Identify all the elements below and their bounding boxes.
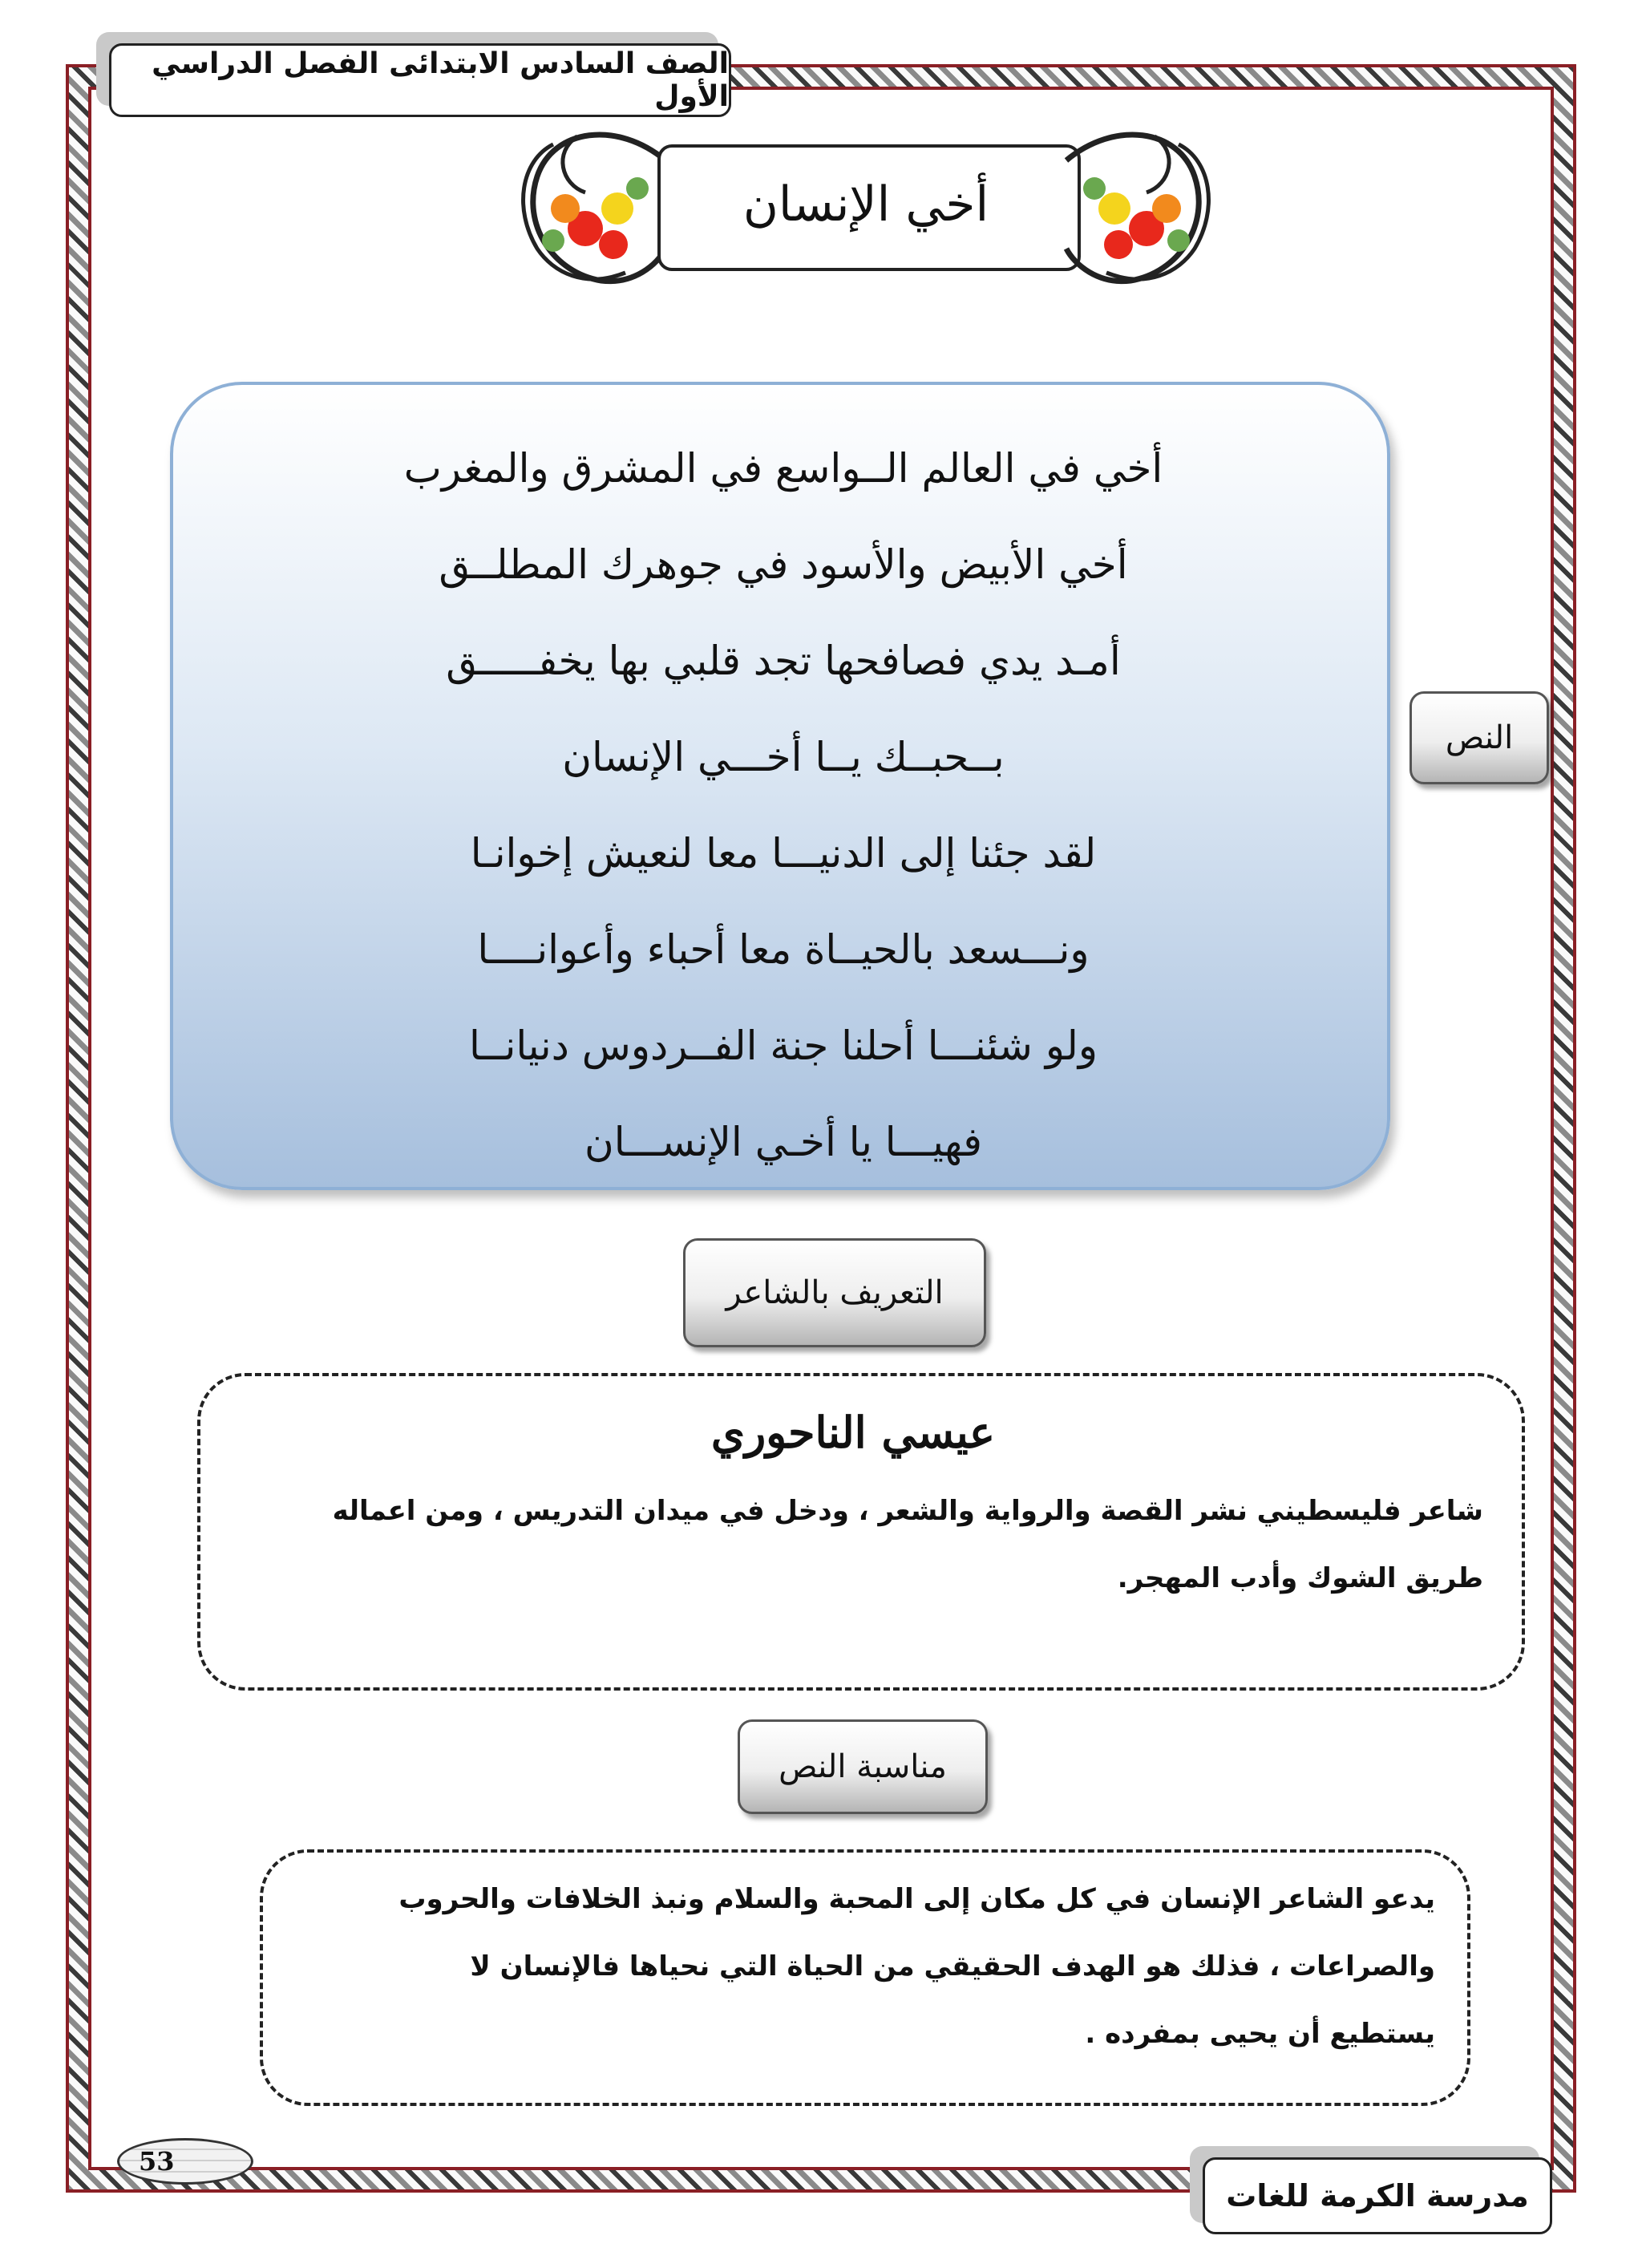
poem-line: ونـــسعد بالحيــاة معا أحباء وأعوانــــا xyxy=(477,926,1090,973)
poem-box xyxy=(170,382,1390,1190)
page-number-badge xyxy=(117,2138,253,2185)
occasion-text: يدعو الشاعر الإنسان في كل مكان إلى المحبة والسلام ونبذ الخلافات والحروب والصراعات ، فذلك هو الهدف الحقيقي من الحياة التي نحياها فالإنسان لا يستطيع أن يحيى بمفرده . xyxy=(398,1883,1435,2050)
poem-line: بــحبــك يــا أخـــي الإنسان xyxy=(562,734,1005,780)
poem-line: أمـد يدي فصافحها تجد قلبي بها يخفـــــق xyxy=(446,638,1121,684)
section-label-poet-caption: التعريف بالشاعر xyxy=(726,1274,944,1311)
section-label-occasion xyxy=(738,1719,988,1814)
footer-school-label xyxy=(1203,2157,1552,2234)
floral-ornament-icon xyxy=(505,112,681,297)
header-grade-text: الصف السادس الابتدائى الفصل الدراسي الأول xyxy=(152,47,729,113)
poem-line: فهيـــا يا أخـي الإنســـان xyxy=(584,1119,982,1165)
poet-bio: شاعر فليسطيني نشر القصة والرواية والشعر ، ودخل في ميدان التدريس ، ومن اعماله طريق الشوك وأدب المهجر. xyxy=(332,1495,1483,1594)
poet-name: عيسي الناحوري xyxy=(710,1407,996,1458)
poem-line: ولو شئنـــا أحلنا جنة الفــردوس دنيانــا xyxy=(468,1023,1098,1069)
section-label-text-caption: النص xyxy=(1445,719,1514,756)
poem-line: أخي الأبيض والأسود في جوهرك المطلــق xyxy=(439,541,1128,588)
lesson-title: أخي الإنسان xyxy=(742,176,989,233)
header-grade-label xyxy=(109,43,731,117)
poem-line: لقد جئنا إلى الدنيـــا معا لنعيش إخوانـا xyxy=(470,830,1097,877)
poem-line: أخي في العالم الــواسع في المشرق والمغرب xyxy=(403,445,1163,492)
page-number: 53 xyxy=(139,2146,175,2177)
title-banner xyxy=(505,112,1227,297)
section-label-occasion-caption: مناسبة النص xyxy=(779,1748,947,1785)
floral-ornament-icon xyxy=(1050,112,1227,297)
footer-school-text: مدرسة الكرمة للغات xyxy=(1226,2178,1529,2213)
section-label-text xyxy=(1409,691,1549,784)
section-label-poet xyxy=(683,1238,986,1347)
